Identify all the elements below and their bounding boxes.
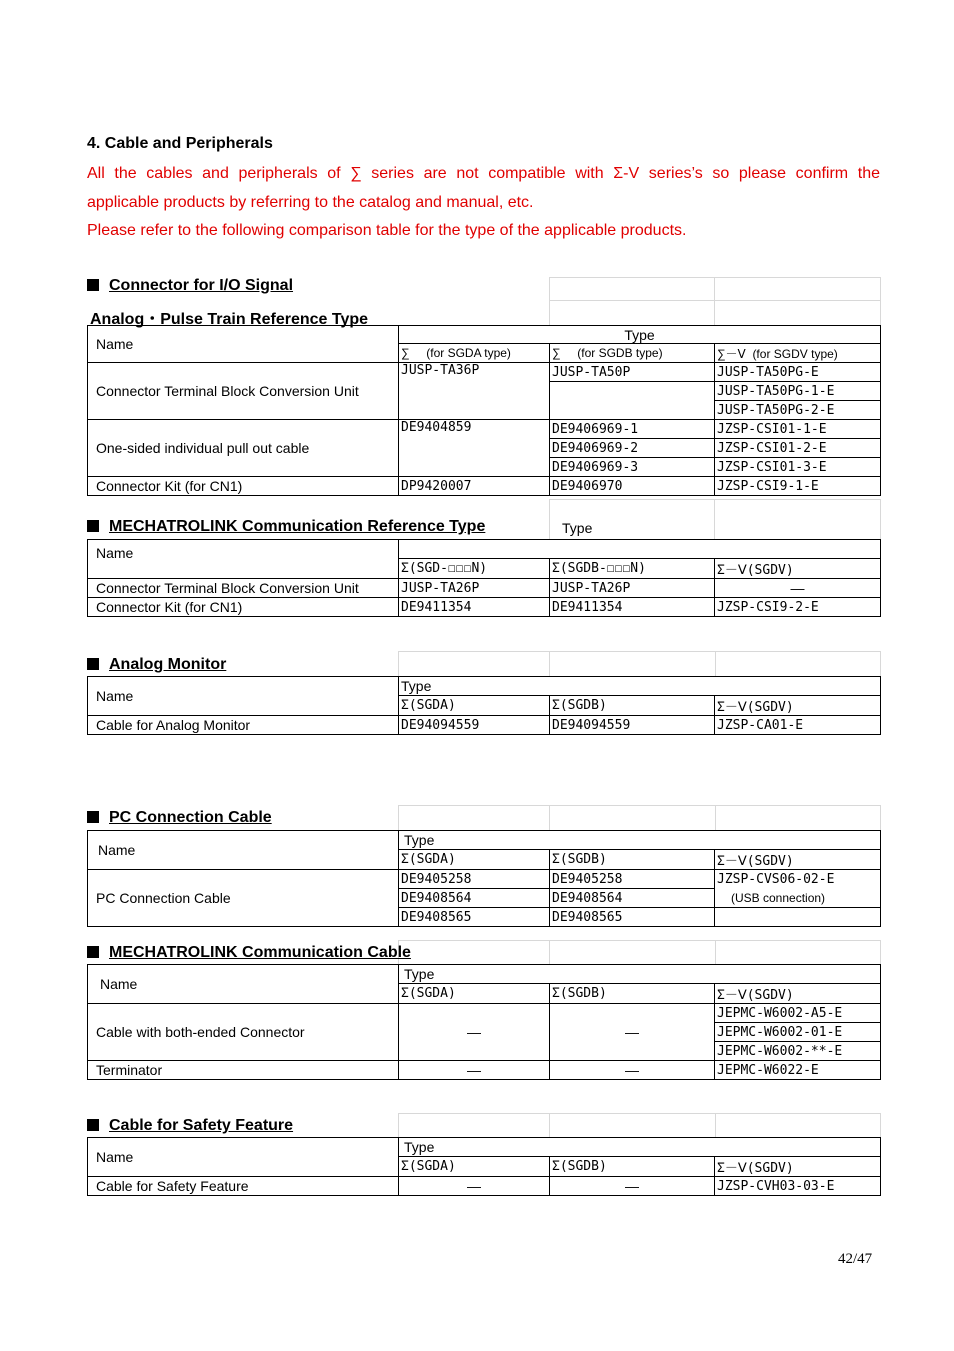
ghost-grid: [549, 300, 881, 301]
row-name: Cable for Safety Feature: [88, 1177, 399, 1196]
cell: —: [399, 1177, 550, 1196]
name-header: Name: [88, 831, 399, 870]
cell: DE9411354: [399, 598, 550, 617]
cell: —: [715, 579, 881, 598]
cell: JEPMC-W6022-E: [715, 1061, 881, 1080]
cell: DE9408564: [550, 889, 715, 908]
name-header: Name: [88, 540, 399, 579]
io-subtitle: Analog・Pulse Train Reference Type: [90, 311, 369, 328]
row-name: Cable for Analog Monitor: [88, 716, 399, 735]
cell: DE9408565: [399, 908, 550, 927]
cell: DE9404859: [399, 420, 550, 477]
cell: DE9406969-1: [550, 420, 715, 439]
cell: JUSP-TA36P: [399, 363, 550, 420]
cell: JEPMC-W6002-A5-E: [715, 1004, 881, 1023]
notice-line-2: applicable products by referring to the catalog and manual, etc.: [87, 194, 534, 211]
cell: JZSP-CSI01-2-E: [715, 439, 881, 458]
square-bullet-icon: [87, 1119, 99, 1131]
mech-cable-table: [87, 964, 881, 1080]
col-header-sgdb: Σ(SGDB-☐☐☐N): [550, 559, 715, 579]
ghost-grid: [549, 1113, 716, 1138]
cell: —: [550, 1004, 715, 1061]
cell: —: [399, 1061, 550, 1080]
ghost-grid: [549, 651, 716, 677]
cell: JUSP-TA50PG-E: [715, 363, 881, 382]
ghost-grid: [714, 499, 715, 540]
cell-note: (USB connection): [715, 889, 881, 908]
section-heading: 4. Cable and Peripherals: [87, 135, 273, 152]
cell: JEPMC-W6002-01-E: [715, 1023, 881, 1042]
row-name: Terminator: [88, 1061, 399, 1080]
cell: —: [550, 1177, 715, 1196]
cell: DE9406969-2: [550, 439, 715, 458]
ghost-grid: [549, 499, 881, 540]
page-number: 42/47: [838, 1251, 873, 1267]
mech-ref-table: [87, 539, 881, 617]
pc-table: [87, 830, 881, 927]
row-name: Connector Kit (for CN1): [88, 477, 399, 496]
cell: DE9411354: [550, 598, 715, 617]
row-name: One-sided individual pull out cable: [88, 420, 399, 477]
cell: DE9408564: [399, 889, 550, 908]
col-header-sgdv: Σ－Ⅴ(SGDV): [715, 696, 881, 716]
cell: DE9405258: [550, 870, 715, 889]
cell: JZSP-CA01-E: [715, 716, 881, 735]
cell: JUSP-TA50PG-1-E: [715, 382, 881, 401]
analog-title: Analog Monitor: [87, 656, 226, 674]
cell: JZSP-CSI9-2-E: [715, 598, 881, 617]
io-title: Connector for I/O Signal: [87, 277, 293, 295]
cell: JUSP-TA50P: [550, 363, 715, 382]
pc-title: PC Connection Cable: [87, 809, 272, 827]
cell: JZSP-CVS06-02-E: [715, 870, 881, 889]
cell: JZSP-CSI01-3-E: [715, 458, 881, 477]
cell: —: [399, 1004, 550, 1061]
col-header-sgda: ∑ (for SGDA type): [399, 344, 550, 363]
safety-table: [87, 1137, 881, 1196]
col-header-sgdv: Σ－Ⅴ(SGDV): [715, 559, 881, 579]
col-header-sgda: Σ(SGDA): [399, 850, 550, 870]
square-bullet-icon: [87, 946, 99, 958]
cell: DE9405258: [399, 870, 550, 889]
col-header-sgdv: Σ－Ⅴ(SGDV): [715, 850, 881, 870]
row-name: PC Connection Cable: [88, 870, 399, 927]
mech-ref-type-caption: Type: [562, 520, 593, 536]
col-header-sgda: Σ(SGDA): [399, 1157, 550, 1177]
cell: DE9408565: [550, 908, 715, 927]
cell: DP9420007: [399, 477, 550, 496]
col-header-sgdb: Σ(SGDB): [550, 1157, 715, 1177]
cell: JEPMC-W6002-**-E: [715, 1042, 881, 1061]
cell: DE9406970: [550, 477, 715, 496]
name-header: Name: [88, 326, 399, 363]
cell: DE94094559: [550, 716, 715, 735]
safety-title: Cable for Safety Feature: [87, 1117, 293, 1135]
cell: JUSP-TA26P: [550, 579, 715, 598]
row-name: Connector Terminal Block Conversion Unit: [88, 363, 399, 420]
col-header-sgdb: Σ(SGDB): [550, 984, 715, 1004]
type-blank: [399, 540, 881, 559]
cell: JZSP-CSI9-1-E: [715, 477, 881, 496]
square-bullet-icon: [87, 658, 99, 670]
cell: DE94094559: [399, 716, 550, 735]
cell: JUSP-TA50PG-2-E: [715, 401, 881, 420]
mech-ref-title: MECHATROLINK Communication Reference Type: [87, 518, 485, 536]
ghost-grid: [714, 277, 715, 326]
cell: JUSP-TA26P: [399, 579, 550, 598]
cell-empty: [715, 908, 881, 927]
notice-line-3: Please refer to the following comparison table for the type of the applicable products.: [87, 222, 687, 239]
ghost-grid: [549, 940, 716, 965]
type-header: Type: [399, 1138, 881, 1157]
cell: JZSP-CSI01-1-E: [715, 420, 881, 439]
notice-line-1: All the cables and peripherals of ∑ series are not compatible with Σ-V series’s so please confirm the: [87, 165, 880, 182]
col-header-sgdb: ∑ (for SGDB type): [550, 344, 715, 363]
col-header-sgda: Σ(SGDA): [399, 696, 550, 716]
ghost-grid: [549, 805, 716, 831]
mech-cable-title: MECHATROLINK Communication Cable: [87, 944, 411, 962]
ghost-grid: [549, 277, 881, 326]
cell: JZSP-CVH03-03-E: [715, 1177, 881, 1196]
name-header: Name: [88, 1138, 399, 1177]
io-table: [87, 325, 881, 496]
col-header-sgd: Σ(SGD-☐☐☐N): [399, 559, 550, 579]
cell-empty: [550, 382, 715, 420]
square-bullet-icon: [87, 811, 99, 823]
col-header-sgdv: ∑－Ⅴ (for SGDV type): [715, 344, 881, 363]
col-header-sgdb: Σ(SGDB): [550, 696, 715, 716]
col-header-sgda: Σ(SGDA): [399, 984, 550, 1004]
name-header: Name: [88, 965, 399, 1004]
cell: DE9406969-3: [550, 458, 715, 477]
type-header: Type: [399, 326, 881, 344]
type-header: Type: [399, 965, 881, 984]
square-bullet-icon: [87, 520, 99, 532]
square-bullet-icon: [87, 279, 99, 291]
col-header-sgdv: Σ－Ⅴ(SGDV): [715, 984, 881, 1004]
analog-table: [87, 676, 881, 735]
type-header: Type: [399, 831, 881, 850]
cell: —: [550, 1061, 715, 1080]
name-header: Name: [88, 677, 399, 716]
row-name: Cable with both-ended Connector: [88, 1004, 399, 1061]
type-header: Type: [399, 677, 881, 696]
row-name: Connector Kit (for CN1): [88, 598, 399, 617]
row-name: Connector Terminal Block Conversion Unit: [88, 579, 399, 598]
col-header-sgdv: Σ－Ⅴ(SGDV): [715, 1157, 881, 1177]
col-header-sgdb: Σ(SGDB): [550, 850, 715, 870]
